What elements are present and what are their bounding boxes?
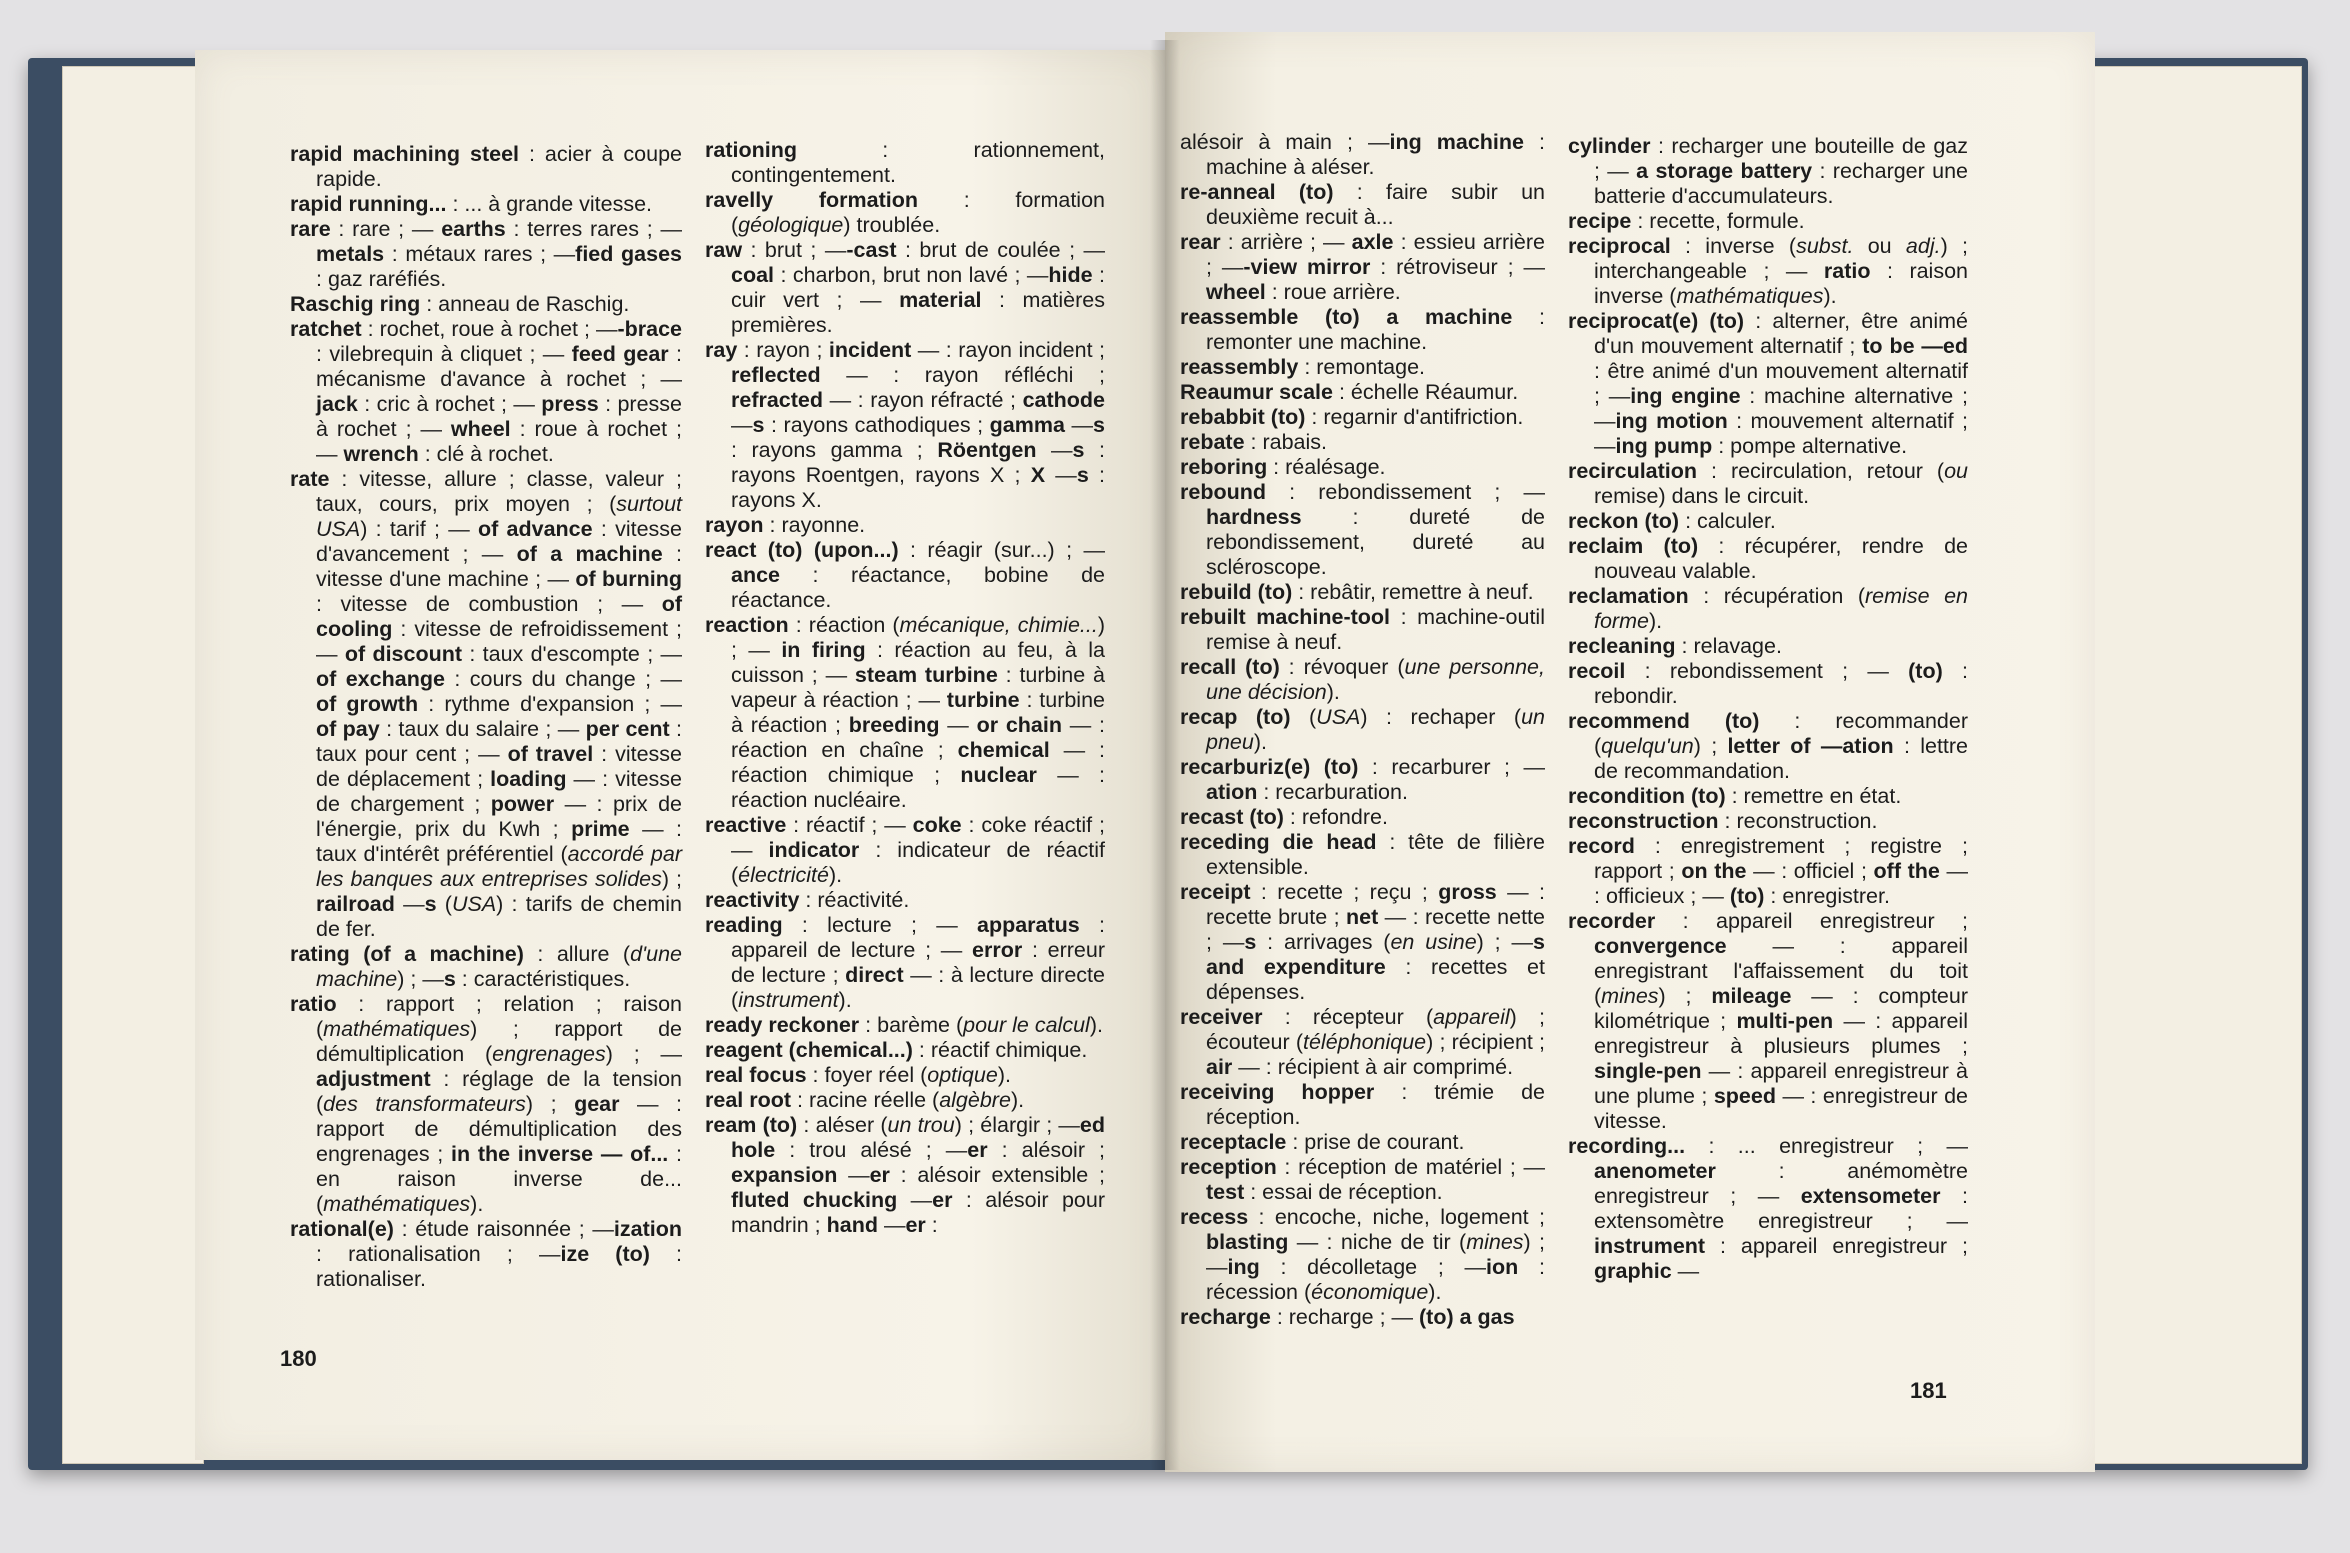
dictionary-entry: recall (to) : révoquer (une personne, une décision).	[1180, 655, 1545, 704]
dictionary-entry: recarburiz(e) (to) : recarburer ; —ation : recarburation.	[1180, 755, 1545, 804]
dictionary-entry: reception : réception de matériel ; — test : essai de réception.	[1180, 1155, 1545, 1204]
dictionary-entry: reassemble (to) a machine : remonter une machine.	[1180, 305, 1545, 354]
dictionary-entry: recoil : rebondissement ; — (to) : rebondir.	[1568, 659, 1968, 708]
dictionary-entry: recorder : appareil enregistreur ; convergence — : appareil enregistrant l'affaissement du toit (mines) ; mileage — : compteur kilométrique ; multi-pen — : appareil enregistreur à plusieurs plumes ; single-pen — : appareil enregistreur à une plume ; speed — : enregistreur de vitesse.	[1568, 909, 1968, 1133]
dictionary-entry: ready reckoner : barème (pour le calcul).	[705, 1013, 1103, 1037]
dictionary-entry: recommend (to) : recommander (quelqu'un) ; letter of —ation : lettre de recommandation.	[1568, 709, 1969, 783]
dictionary-entry: Raschig ring : anneau de Raschig.	[290, 292, 630, 316]
dictionary-entry: reclaim (to) : récupérer, rendre de nouveau valable.	[1568, 534, 1969, 583]
dictionary-entry: rebate : rabais.	[1180, 430, 1327, 454]
dictionary-entry: rapid running... : ... à grande vitesse.	[290, 192, 653, 216]
left-page-column-1	[290, 142, 682, 1292]
dictionary-entry: real root : racine réelle (algèbre).	[705, 1088, 1025, 1112]
right-page-column-1	[1180, 130, 1545, 1330]
dictionary-entry: reckon (to) : calculer.	[1568, 509, 1776, 533]
dictionary-entry: recording... : ... enregistreur ; — anenometer : anémomètre enregistreur ; — extensometer : extensomètre enregistreur ; — instrument : appareil enregistreur ; graphic —	[1568, 1134, 1968, 1283]
dictionary-entry: reconstruction : reconstruction.	[1568, 809, 1878, 833]
right-page-edges	[2080, 66, 2302, 1464]
dictionary-entry: rare : rare ; — earths : terres rares ; — metals : métaux rares ; —fied gases : gaz raréfiés.	[290, 217, 682, 291]
dictionary-entry: rebuild (to) : rebâtir, remettre à neuf.	[1180, 580, 1534, 604]
dictionary-entry: Reaumur scale : échelle Réaumur.	[1180, 380, 1519, 404]
right-page-column-2	[1568, 134, 1968, 1284]
right-page-number: 181	[1910, 1378, 1947, 1403]
dictionary-entry: rationing : rationnement, contingentement.	[705, 138, 1105, 187]
dictionary-entry: record : enregistrement ; registre ; rapport ; on the — : officiel ; off the — : officieux ; — (to) : enregistrer.	[1568, 834, 1968, 908]
dictionary-entry: rational(e) : étude raisonnée ; —ization : rationalisation ; —ize (to) : rationaliser.	[290, 1217, 682, 1291]
dictionary-entry: rear : arrière ; — axle : essieu arrière ; —-view mirror : rétroviseur ; — wheel : roue arrière.	[1180, 230, 1545, 304]
dictionary-entry: real focus : foyer réel (optique).	[705, 1063, 1011, 1087]
dictionary-entry: receiver : récepteur (appareil) ; écouteur (téléphonique) ; récipient ; air — : récipient à air comprimé.	[1180, 1005, 1545, 1079]
dictionary-entry: alésoir à main ; —ing machine : machine à aléser.	[1180, 130, 1545, 179]
dictionary-entry: reading : lecture ; — apparatus : appareil de lecture ; — error : erreur de lecture ; direct — : à lecture directe (instrument).	[705, 913, 1105, 1012]
dictionary-entry: reactive : réactif ; — coke : coke réactif ; — indicator : indicateur de réactif (électricité).	[705, 813, 1105, 887]
dictionary-entry: reboring : réalésage.	[1180, 455, 1386, 479]
dictionary-entry: ratio : rapport ; relation ; raison (mathématiques) ; rapport de démultiplication (engrenages) ; — adjustment : réglage de la tension (des transformateurs) ; gear — : rapport de démultiplication des engrenages ; in the inverse — of... : en raison inverse de... (mathématiques).	[290, 992, 682, 1216]
left-page-edges	[62, 66, 204, 1464]
dictionary-entry: receiving hopper : trémie de réception.	[1180, 1080, 1545, 1129]
dictionary-entry: ream (to) : aléser (un trou) ; élargir ; —ed hole : trou alésé ; —er : alésoir ; expansion —er : alésoir extensible ; fluted chucking —er : alésoir pour mandrin ; hand —er :	[705, 1113, 1105, 1237]
dictionary-entry: reciprocat(e) (to) : alterner, être animé d'un mouvement alternatif ; to be —ed : être animé d'un mouvement alternatif ; —ing engine : machine alternative ; —ing motion : mouvement alternatif ; —ing pump : pompe alternative.	[1568, 309, 1969, 458]
dictionary-entry: raw : brut ; —-cast : brut de coulée ; — coal : charbon, brut non lavé ; —hide : cuir vert ; — material : matières premières.	[705, 238, 1106, 337]
dictionary-entry: recleaning : relavage.	[1568, 634, 1782, 658]
dictionary-entry: recess : encoche, niche, logement ; blasting — : niche de tir (mines) ; —ing : décolletage ; —ion : récession (économique).	[1180, 1205, 1545, 1304]
dictionary-entry: recast (to) : refondre.	[1180, 805, 1388, 829]
dictionary-entry: recharge : recharge ; — (to) a gas	[1180, 1305, 1515, 1329]
left-page-column-2	[705, 138, 1105, 1238]
dictionary-entry: rebuilt machine-tool : machine-outil remise à neuf.	[1180, 605, 1545, 654]
dictionary-entry: recipe : recette, formule.	[1568, 209, 1805, 233]
dictionary-entry: reciprocal : inverse (subst. ou adj.) ; interchangeable ; — ratio : raison inverse (mathématiques).	[1568, 234, 1969, 308]
dictionary-entry: rayon : rayonne.	[705, 513, 866, 537]
dictionary-entry: rebabbit (to) : regarnir d'antifriction.	[1180, 405, 1524, 429]
dictionary-entry: reactivity : réactivité.	[705, 888, 910, 912]
dictionary-entry: react (to) (upon...) : réagir (sur...) ; —ance : réactance, bobine de réactance.	[705, 538, 1105, 612]
dictionary-entry: re-anneal (to) : faire subir un deuxième recuit à...	[1180, 180, 1545, 229]
dictionary-entry: cylinder : recharger une bouteille de gaz ; — a storage battery : recharger une batterie d'accumulateurs.	[1568, 134, 1969, 208]
dictionary-entry: receptacle : prise de courant.	[1180, 1130, 1465, 1154]
dictionary-entry: rate : vitesse, allure ; classe, valeur ; taux, cours, prix moyen ; (surtout USA) : tarif ; — of advance : vitesse d'avancement ; — of a machine : vitesse d'une machine ; — of burning : vitesse de combustion ; — of cooling : vitesse de refroidissement ; — of discount : taux d'escompte ; — of exchange : cours du change ; — of growth : rythme d'expansion ; — of pay : taux du salaire ; — per cent : taux pour cent ; — of travel : vitesse de déplacement ; loading — : vitesse de chargement ; power — : prix de l'énergie, prix du Kwh ; prime — : taux d'intérêt préférentiel (accordé par les banques aux entreprises solides) ; railroad —s (USA) : tarifs de chemin de fer.	[290, 467, 683, 941]
dictionary-entry: rebound : rebondissement ; — hardness : dureté de rebondissement, dureté au scléroscope.	[1180, 480, 1545, 579]
dictionary-entry: reagent (chemical...) : réactif chimique.	[705, 1038, 1088, 1062]
dictionary-entry: ratchet : rochet, roue à rochet ; —-brace : vilebrequin à cliquet ; — feed gear : mécanisme d'avance à rochet ; — jack : cric à rochet ; — press : presse à rochet ; — wheel : roue à rochet ; — wrench : clé à rochet.	[290, 317, 682, 466]
dictionary-entry: reclamation : récupération (remise en forme).	[1568, 584, 1968, 633]
book-gutter	[1150, 40, 1180, 1470]
dictionary-entry: receipt : recette ; reçu ; gross — : recette brute ; net — : recette nette ; —s : arrivages (en usine) ; —s and expenditure : recettes et dépenses.	[1180, 880, 1545, 1004]
dictionary-entry: rating (of a machine) : allure (d'une machine) ; —s : caractéristiques.	[290, 942, 682, 991]
left-page-number: 180	[280, 1346, 317, 1371]
dictionary-entry: receding die head : tête de filière extensible.	[1180, 830, 1545, 879]
dictionary-entry: reassembly : remontage.	[1180, 355, 1426, 379]
dictionary-entry: ray : rayon ; incident — : rayon incident ; reflected — : rayon réfléchi ; refracted — : rayon réfracté ; cathode —s : rayons cathodiques ; gamma —s : rayons gamma ; Röentgen —s : rayons Roentgen, rayons X ; X —s : rayons X.	[705, 338, 1106, 512]
dictionary-entry: reaction : réaction (mécanique, chimie...) ; — in firing : réaction au feu, à la cuisson ; — steam turbine : turbine à vapeur à réaction ; — turbine : turbine à réaction ; breeding — or chain — : réaction en chaîne ; chemical — : réaction chimique ; nuclear — : réaction nucléaire.	[705, 613, 1105, 812]
dictionary-entry: recondition (to) : remettre en état.	[1568, 784, 1902, 808]
dictionary-entry: recirculation : recirculation, retour (ou remise) dans le circuit.	[1568, 459, 1968, 508]
dictionary-entry: ravelly formation : formation (géologique) troublée.	[705, 188, 1105, 237]
dictionary-entry: rapid machining steel : acier à coupe rapide.	[290, 142, 682, 191]
dictionary-entry: recap (to) (USA) : rechaper (un pneu).	[1180, 705, 1545, 754]
